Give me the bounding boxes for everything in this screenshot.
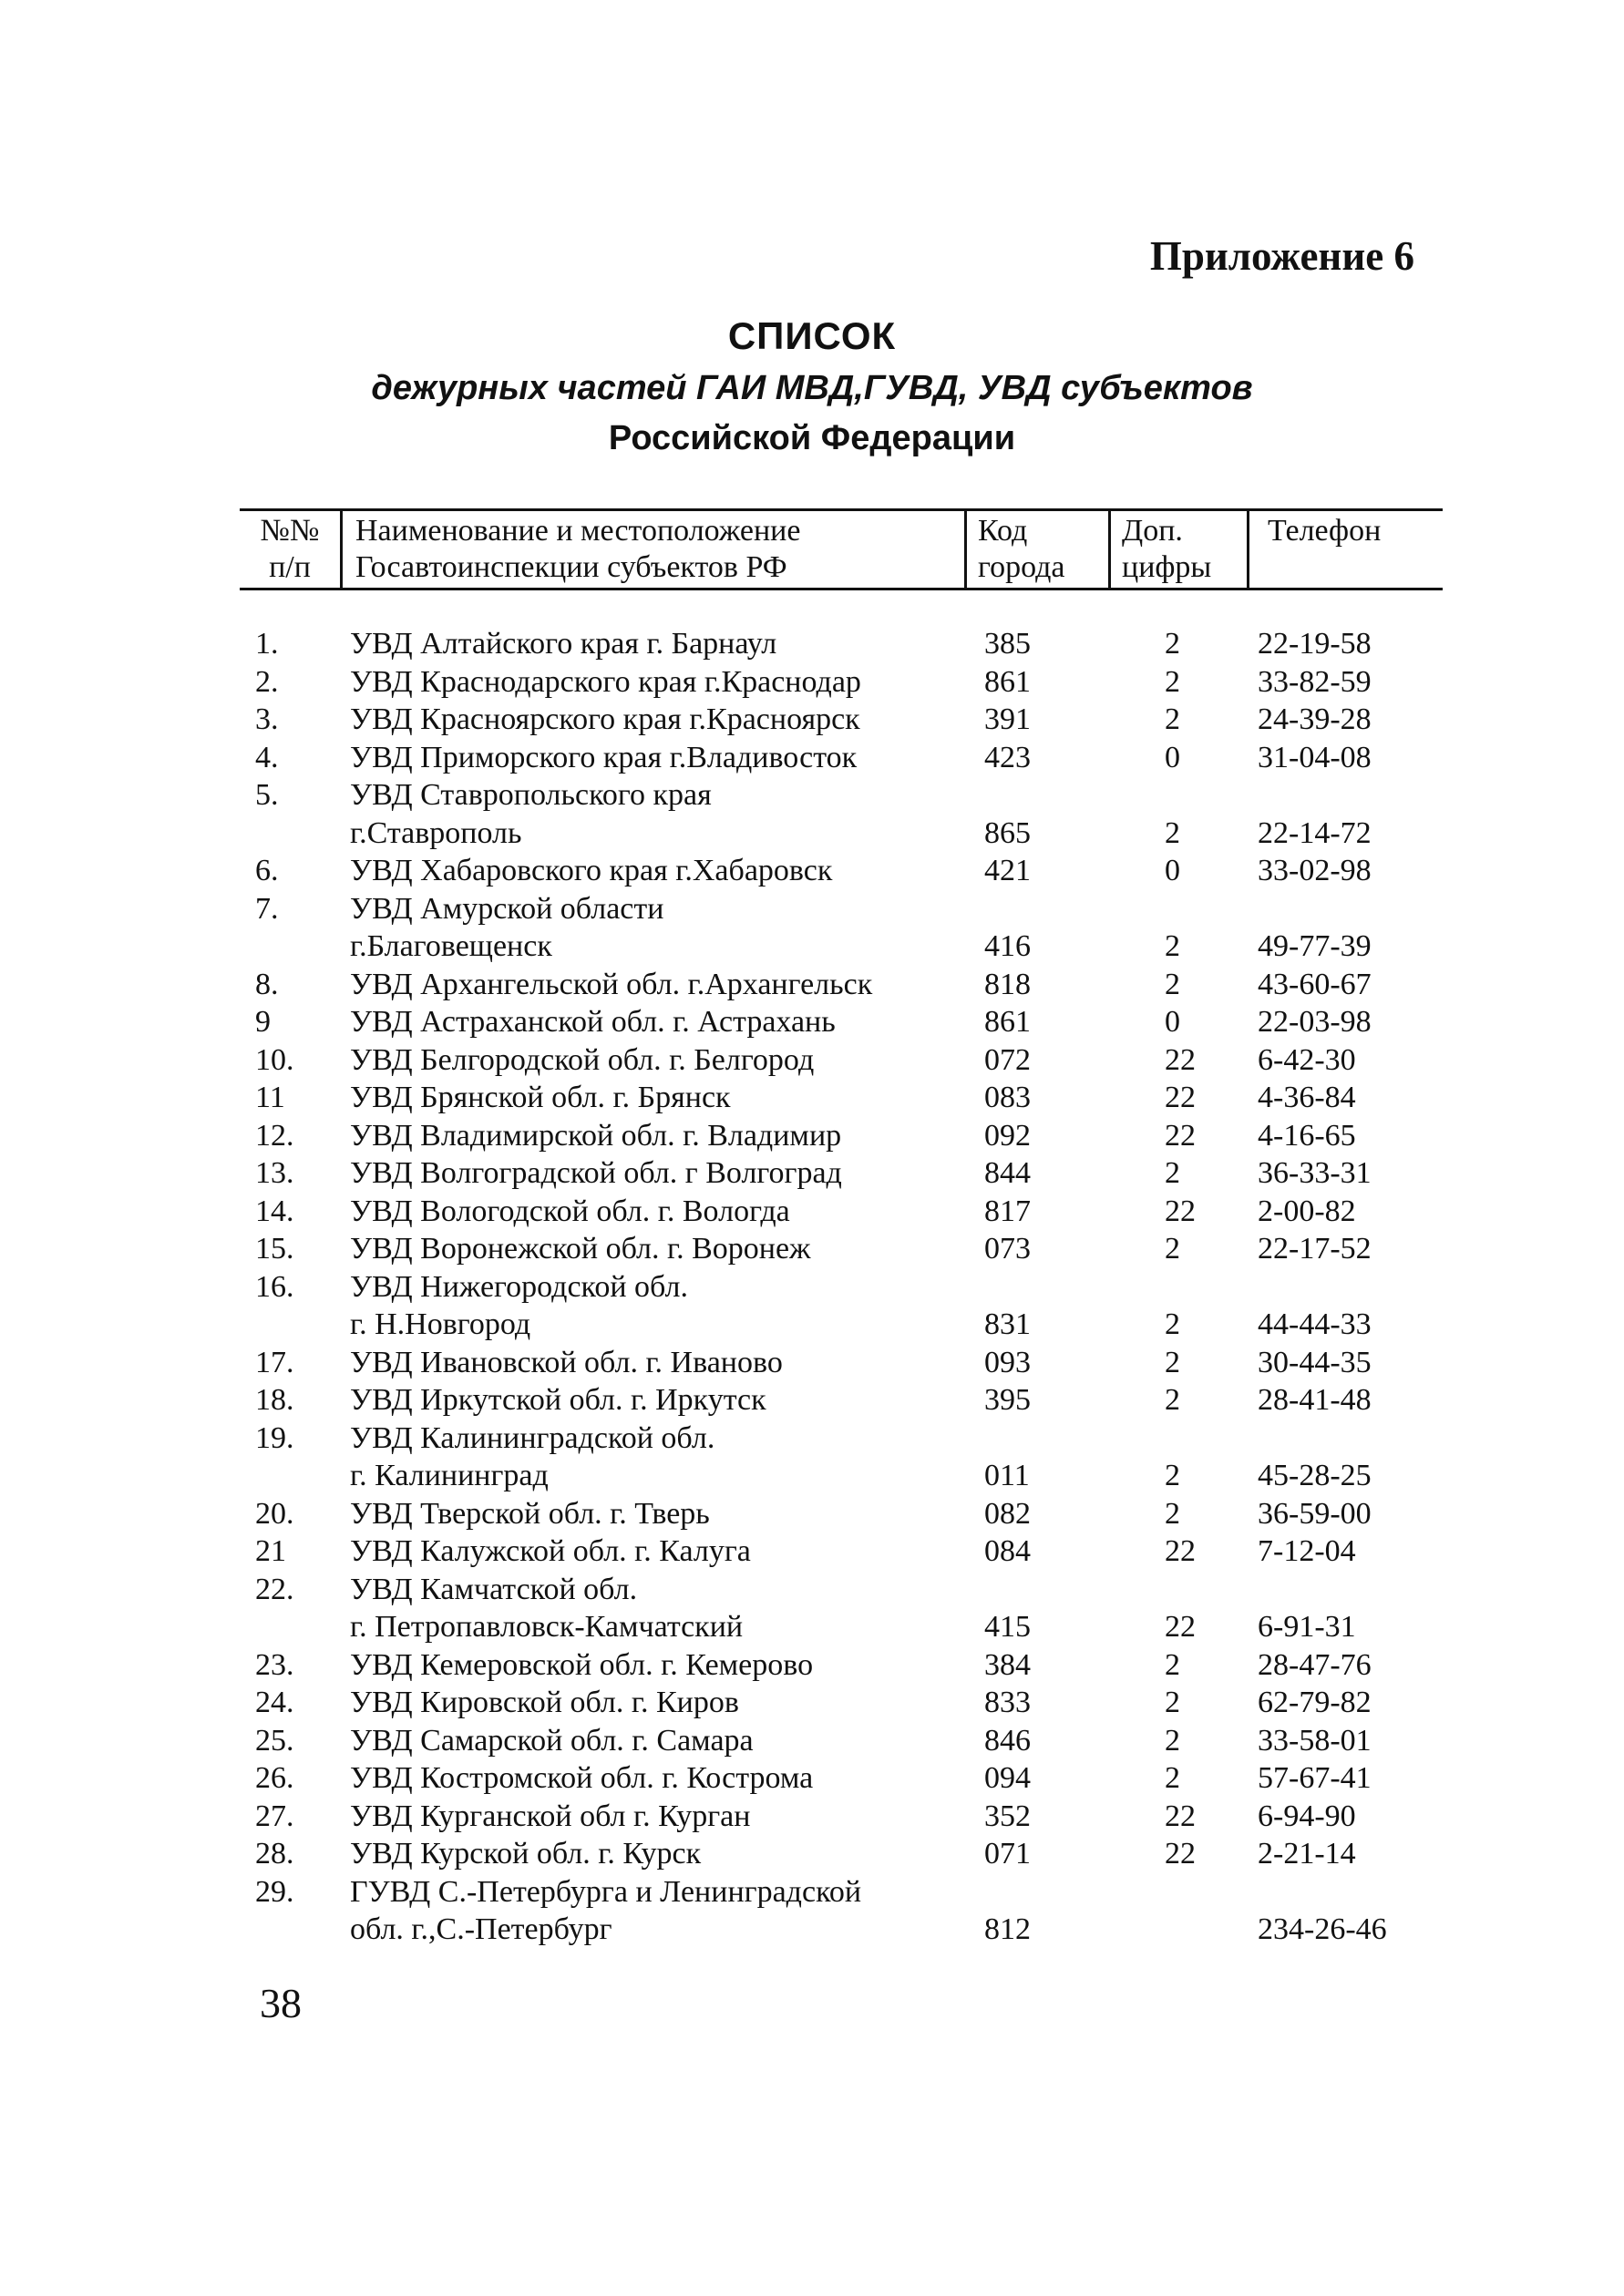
row-extra-digits: 22 bbox=[1165, 1194, 1196, 1228]
row-name: УВД Архангельской обл. г.Архангельск bbox=[350, 967, 873, 1001]
row-name: УВД Брянской обл. г. Брянск bbox=[350, 1081, 731, 1114]
row-extra-digits: 2 bbox=[1165, 627, 1180, 661]
table-row bbox=[0, 1495, 1624, 1533]
table-row bbox=[0, 1532, 1624, 1571]
row-number: 14. bbox=[255, 1194, 294, 1228]
row-phone: 7-12-04 bbox=[1258, 1534, 1356, 1568]
row-phone: 2-21-14 bbox=[1258, 1837, 1356, 1871]
row-number: 2. bbox=[255, 664, 279, 699]
row-number: 29. bbox=[255, 1874, 294, 1909]
header-num-line1: №№ bbox=[260, 514, 320, 548]
row-phone: 22-19-58 bbox=[1258, 627, 1372, 661]
table-row bbox=[0, 852, 1624, 890]
row-city-code: 082 bbox=[984, 1496, 1031, 1531]
row-phone: 45-28-25 bbox=[1258, 1459, 1372, 1492]
appendix-label: Приложение 6 bbox=[1149, 233, 1414, 279]
row-city-code: 092 bbox=[984, 1118, 1031, 1153]
header-name bbox=[340, 511, 964, 588]
row-city-code: 011 bbox=[984, 1459, 1030, 1492]
row-phone: 30-44-35 bbox=[1258, 1345, 1372, 1379]
row-name: УВД Калужской обл. г. Калуга bbox=[350, 1534, 751, 1568]
row-city-code: 395 bbox=[984, 1383, 1031, 1417]
row-name: УВД Тверской обл. г. Тверь bbox=[350, 1496, 710, 1531]
row-name: УВД Костромской обл. г. Кострома bbox=[350, 1761, 814, 1795]
row-name: УВД Хабаровского края г.Хабаровск bbox=[350, 854, 833, 887]
row-extra-digits: 2 bbox=[1165, 1459, 1180, 1492]
row-name: УВД Курганской обл г. Курган bbox=[350, 1799, 751, 1833]
row-city-code: 831 bbox=[984, 1307, 1031, 1341]
row-city-code: 083 bbox=[984, 1081, 1031, 1114]
table-row bbox=[0, 776, 1624, 815]
row-city-code: 817 bbox=[984, 1194, 1031, 1228]
row-phone: 31-04-08 bbox=[1258, 740, 1372, 774]
header-dop-line1: Доп. bbox=[1122, 514, 1183, 548]
row-name: УВД Нижегородской обл. bbox=[350, 1269, 688, 1304]
row-phone: 49-77-39 bbox=[1258, 929, 1372, 963]
header-code bbox=[964, 511, 1108, 588]
row-name: УВД Кировской обл. г. Киров bbox=[350, 1686, 739, 1719]
row-phone: 28-41-48 bbox=[1258, 1383, 1372, 1417]
header-code-line2: города bbox=[978, 550, 1065, 584]
table-row bbox=[0, 928, 1624, 966]
table-row bbox=[0, 1230, 1624, 1268]
table-row bbox=[0, 1041, 1624, 1080]
table-row bbox=[0, 1798, 1624, 1836]
row-name: УВД Вологодской обл. г. Вологда bbox=[350, 1194, 790, 1228]
table-row bbox=[0, 1154, 1624, 1193]
row-number: 7. bbox=[255, 891, 279, 926]
row-number: 10. bbox=[255, 1042, 294, 1077]
row-number: 19. bbox=[255, 1420, 294, 1455]
header-dop-line2: цифры bbox=[1122, 550, 1212, 584]
row-city-code: 385 bbox=[984, 627, 1031, 661]
row-name: г.Ставрополь bbox=[350, 815, 522, 850]
row-name: УВД Калининградской обл. bbox=[350, 1420, 715, 1455]
row-name: УВД Камчатской обл. bbox=[350, 1572, 638, 1606]
row-phone: 62-79-82 bbox=[1258, 1686, 1372, 1719]
row-city-code: 073 bbox=[984, 1232, 1031, 1266]
row-number: 12. bbox=[255, 1118, 294, 1153]
row-city-code: 352 bbox=[984, 1799, 1031, 1833]
row-extra-digits: 22 bbox=[1165, 1799, 1196, 1833]
row-name: УВД Самарской обл. г. Самара bbox=[350, 1723, 754, 1758]
row-name: УВД Ставропольского края bbox=[350, 778, 712, 812]
table-row bbox=[0, 663, 1624, 702]
row-extra-digits: 22 bbox=[1165, 1081, 1196, 1114]
table-row bbox=[0, 1420, 1624, 1458]
row-phone: 6-42-30 bbox=[1258, 1042, 1356, 1077]
table-row bbox=[0, 1003, 1624, 1041]
row-name: УВД Алтайского края г. Барнаул bbox=[350, 627, 777, 661]
row-extra-digits: 2 bbox=[1165, 967, 1180, 1001]
table-row bbox=[0, 815, 1624, 853]
row-extra-digits: 2 bbox=[1165, 702, 1180, 736]
row-name: УВД Краснодарского края г.Краснодар bbox=[350, 664, 861, 699]
header-num bbox=[240, 511, 340, 588]
row-phone: 43-60-67 bbox=[1258, 967, 1372, 1001]
header-dop bbox=[1108, 511, 1247, 588]
row-name: УВД Владимирской обл. г. Владимир bbox=[350, 1118, 842, 1153]
table-body bbox=[0, 625, 1624, 1949]
table-row bbox=[0, 1722, 1624, 1760]
table-row bbox=[0, 966, 1624, 1004]
row-phone: 28-47-76 bbox=[1258, 1647, 1372, 1682]
row-name: г. Н.Новгород bbox=[350, 1307, 531, 1341]
row-number: 24. bbox=[255, 1686, 294, 1719]
header-code-line1: Код bbox=[978, 514, 1028, 548]
document-subtitle-line2: Российской Федерации bbox=[608, 419, 1016, 457]
row-name: УВД Амурской области bbox=[350, 891, 664, 926]
row-city-code: 861 bbox=[984, 664, 1031, 699]
row-extra-digits: 2 bbox=[1165, 815, 1180, 850]
row-city-code: 846 bbox=[984, 1723, 1031, 1758]
row-extra-digits: 2 bbox=[1165, 1307, 1180, 1341]
row-name: УВД Астраханской обл. г. Астрахань bbox=[350, 1005, 836, 1039]
row-number: 1. bbox=[255, 627, 279, 661]
row-extra-digits: 22 bbox=[1165, 1118, 1196, 1153]
row-number: 15. bbox=[255, 1232, 294, 1266]
row-city-code: 423 bbox=[984, 740, 1031, 774]
row-number: 11 bbox=[255, 1081, 285, 1114]
header-num-line2: п/п bbox=[269, 550, 311, 584]
table-row bbox=[0, 701, 1624, 739]
row-phone: 6-91-31 bbox=[1258, 1610, 1356, 1644]
row-phone: 36-59-00 bbox=[1258, 1496, 1372, 1531]
document-title: СПИСОК bbox=[727, 314, 897, 357]
row-phone: 36-33-31 bbox=[1258, 1156, 1372, 1190]
row-number: 5. bbox=[255, 778, 279, 812]
row-phone: 234-26-46 bbox=[1258, 1912, 1387, 1946]
row-name: УВД Белгородской обл. г. Белгород bbox=[350, 1042, 815, 1077]
row-phone: 2-00-82 bbox=[1258, 1194, 1356, 1228]
table-row bbox=[0, 1193, 1624, 1231]
table-row bbox=[0, 1835, 1624, 1873]
table-row bbox=[0, 890, 1624, 928]
row-name: УВД Иркутской обл. г. Иркутск bbox=[350, 1383, 766, 1417]
row-extra-digits: 2 bbox=[1165, 1647, 1180, 1682]
row-extra-digits: 2 bbox=[1165, 1383, 1180, 1417]
row-city-code: 391 bbox=[984, 702, 1031, 736]
row-phone: 57-67-41 bbox=[1258, 1761, 1372, 1795]
row-name: обл. г.,С.-Петербург bbox=[350, 1912, 612, 1946]
row-extra-digits: 22 bbox=[1165, 1534, 1196, 1568]
table-row bbox=[0, 1381, 1624, 1420]
row-extra-digits: 0 bbox=[1165, 740, 1180, 774]
table-row bbox=[0, 1608, 1624, 1646]
row-number: 18. bbox=[255, 1383, 294, 1417]
row-city-code: 084 bbox=[984, 1534, 1031, 1568]
table-row bbox=[0, 1759, 1624, 1798]
row-extra-digits: 0 bbox=[1165, 854, 1180, 887]
row-city-code: 421 bbox=[984, 854, 1031, 887]
table-row bbox=[0, 625, 1624, 663]
table-row bbox=[0, 1457, 1624, 1495]
table-row bbox=[0, 1117, 1624, 1155]
row-name: УВД Приморского края г.Владивосток bbox=[350, 740, 858, 774]
row-extra-digits: 22 bbox=[1165, 1610, 1196, 1644]
row-number: 28. bbox=[255, 1837, 294, 1871]
row-name: г. Петропавловск-Камчатский bbox=[350, 1610, 744, 1644]
row-extra-digits: 2 bbox=[1165, 664, 1180, 699]
row-extra-digits: 2 bbox=[1165, 1761, 1180, 1795]
row-extra-digits: 2 bbox=[1165, 1723, 1180, 1758]
table-header bbox=[240, 508, 1443, 590]
row-extra-digits: 2 bbox=[1165, 1232, 1180, 1266]
table-row bbox=[0, 1571, 1624, 1609]
row-city-code: 812 bbox=[984, 1912, 1031, 1946]
row-number: 27. bbox=[255, 1799, 294, 1833]
table-row bbox=[0, 1873, 1624, 1912]
table-row bbox=[0, 1646, 1624, 1685]
header-name-line1: Наименование и местоположение bbox=[355, 514, 801, 548]
row-city-code: 071 bbox=[984, 1837, 1031, 1871]
header-name-line2: Госавтоинспекции субъектов РФ bbox=[355, 550, 787, 584]
row-name: г.Благовещенск bbox=[350, 929, 552, 963]
table-row bbox=[0, 739, 1624, 777]
row-number: 26. bbox=[255, 1761, 294, 1795]
row-extra-digits: 22 bbox=[1165, 1042, 1196, 1077]
row-extra-digits: 2 bbox=[1165, 929, 1180, 963]
row-number: 13. bbox=[255, 1156, 294, 1190]
row-number: 6. bbox=[255, 854, 279, 887]
row-name: УВД Красноярского края г.Красноярск bbox=[350, 702, 860, 736]
row-name: УВД Ивановской обл. г. Иваново bbox=[350, 1345, 783, 1379]
row-phone: 4-16-65 bbox=[1258, 1118, 1356, 1153]
row-number: 21 bbox=[255, 1534, 286, 1568]
row-number: 25. bbox=[255, 1723, 294, 1758]
row-phone: 6-94-90 bbox=[1258, 1799, 1356, 1833]
document-subtitle-line1: дежурных частей ГАИ МВД,ГУВД, УВД субъектов bbox=[371, 369, 1253, 407]
row-city-code: 093 bbox=[984, 1345, 1031, 1379]
table-row bbox=[0, 1911, 1624, 1949]
row-extra-digits: 2 bbox=[1165, 1686, 1180, 1719]
row-phone: 33-58-01 bbox=[1258, 1723, 1372, 1758]
row-city-code: 844 bbox=[984, 1156, 1031, 1190]
row-phone: 44-44-33 bbox=[1258, 1307, 1372, 1341]
row-number: 9 bbox=[255, 1005, 271, 1039]
row-city-code: 416 bbox=[984, 929, 1031, 963]
row-number: 16. bbox=[255, 1269, 294, 1304]
row-city-code: 415 bbox=[984, 1610, 1031, 1644]
row-name: УВД Кемеровской обл. г. Кемерово bbox=[350, 1647, 814, 1682]
row-number: 22. bbox=[255, 1572, 294, 1606]
row-city-code: 094 bbox=[984, 1761, 1031, 1795]
table-row bbox=[0, 1344, 1624, 1382]
row-name: ГУВД С.-Петербурга и Ленинградской bbox=[350, 1874, 862, 1909]
row-extra-digits: 2 bbox=[1165, 1345, 1180, 1379]
row-number: 20. bbox=[255, 1496, 294, 1531]
row-phone: 22-14-72 bbox=[1258, 815, 1372, 850]
row-city-code: 818 bbox=[984, 967, 1031, 1001]
table-row bbox=[0, 1079, 1624, 1117]
row-extra-digits: 2 bbox=[1165, 1156, 1180, 1190]
row-phone: 33-82-59 bbox=[1258, 664, 1372, 699]
row-city-code: 384 bbox=[984, 1647, 1031, 1682]
page-number: 38 bbox=[260, 1980, 302, 2026]
row-phone: 22-17-52 bbox=[1258, 1232, 1372, 1266]
row-city-code: 833 bbox=[984, 1686, 1031, 1719]
row-name: УВД Курской обл. г. Курск bbox=[350, 1837, 702, 1871]
row-number: 4. bbox=[255, 740, 279, 774]
row-name: УВД Волгоградской обл. г Волгоград bbox=[350, 1156, 842, 1190]
row-phone: 22-03-98 bbox=[1258, 1005, 1372, 1039]
row-name: г. Калининград bbox=[350, 1459, 549, 1492]
row-phone: 33-02-98 bbox=[1258, 854, 1372, 887]
row-city-code: 865 bbox=[984, 815, 1031, 850]
row-phone: 4-36-84 bbox=[1258, 1081, 1356, 1114]
table-row bbox=[0, 1306, 1624, 1344]
row-number: 23. bbox=[255, 1647, 294, 1682]
header-tel bbox=[1247, 511, 1443, 588]
table-row bbox=[0, 1684, 1624, 1722]
row-number: 17. bbox=[255, 1345, 294, 1379]
row-number: 3. bbox=[255, 702, 279, 736]
table-row bbox=[0, 1268, 1624, 1307]
row-extra-digits: 0 bbox=[1165, 1005, 1180, 1039]
row-city-code: 072 bbox=[984, 1042, 1031, 1077]
header-tel-line1: Телефон bbox=[1268, 514, 1382, 548]
row-phone: 24-39-28 bbox=[1258, 702, 1372, 736]
row-extra-digits: 2 bbox=[1165, 1496, 1180, 1531]
row-extra-digits: 22 bbox=[1165, 1837, 1196, 1871]
row-number: 8. bbox=[255, 967, 279, 1001]
row-city-code: 861 bbox=[984, 1005, 1031, 1039]
row-name: УВД Воронежской обл. г. Воронеж bbox=[350, 1232, 811, 1266]
